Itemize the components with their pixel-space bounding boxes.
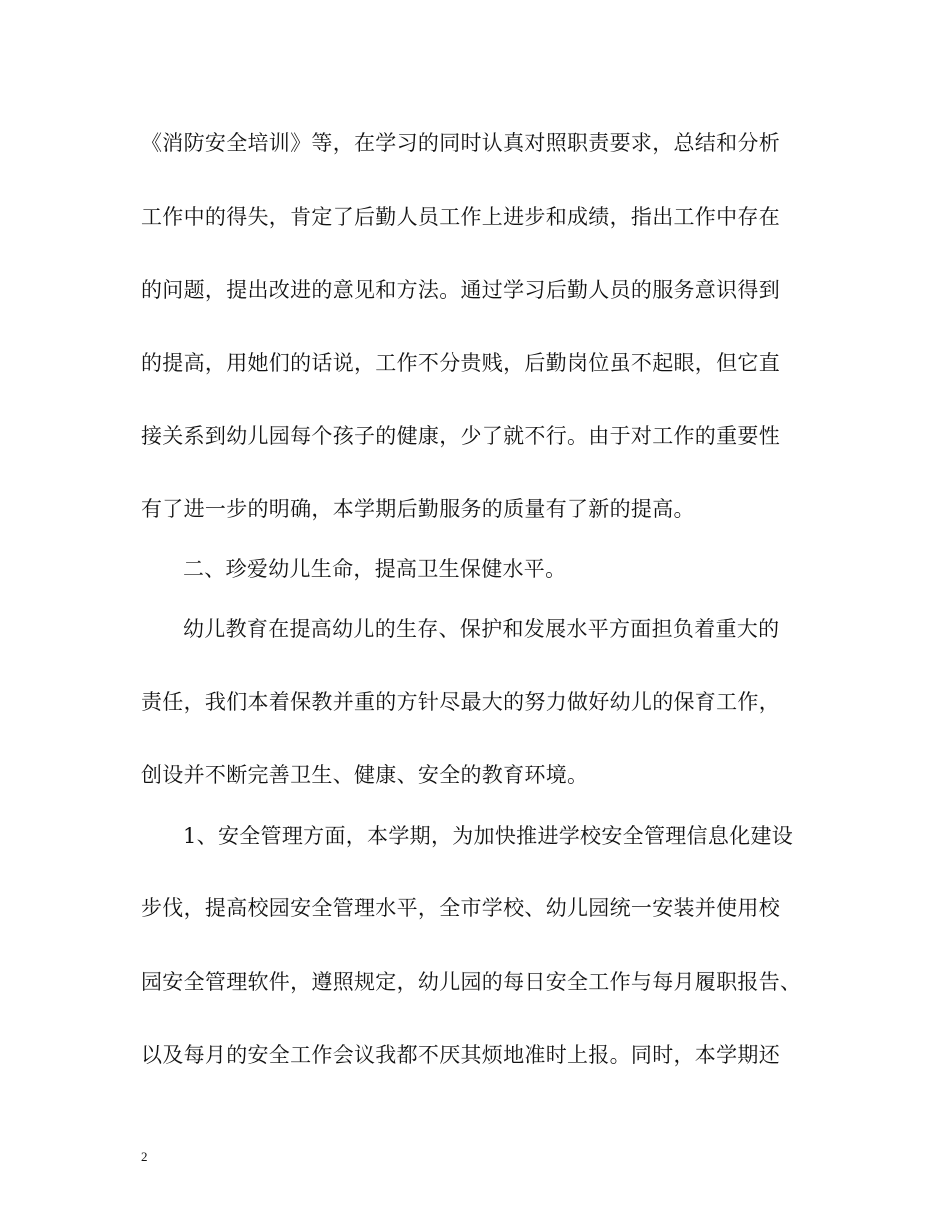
text-line-5: 接关系到幼儿园每个孩子的健康，少了就不行。由于对工作的重要性 bbox=[141, 424, 780, 448]
text-line-1: 《消防安全培训》等，在学习的同时认真对照职责要求，总结和分析 bbox=[141, 131, 780, 155]
text-line-13: 园安全管理软件，遵照规定，幼儿园的每日安全工作与每月履职报告、 bbox=[141, 970, 802, 994]
text-line-14: 以及每月的安全工作会议我都不厌其烦地准时上报。同时，本学期还 bbox=[141, 1043, 780, 1067]
text-line-6: 有了进一步的明确，本学期后勤服务的质量有了新的提高。 bbox=[141, 497, 695, 521]
section-heading: 二、珍爱幼儿生命，提高卫生保健水平。 bbox=[183, 557, 567, 581]
text-line-2: 工作中的得失，肯定了后勤人员工作上进步和成绩，指出工作中存在 bbox=[141, 205, 780, 229]
text-line-3: 的问题，提出改进的意见和方法。通过学习后勤人员的服务意识得到 bbox=[141, 278, 780, 302]
text-line-12: 步伐，提高校园安全管理水平，全市学校、幼儿园统一安装并使用校 bbox=[141, 896, 780, 920]
text-line-8: 幼儿教育在提高幼儿的生存、保护和发展水平方面担负着重大的 bbox=[183, 617, 780, 641]
text-line-11: 1、安全管理方面，本学期，为加快推进学校安全管理信息化建设 bbox=[183, 824, 794, 848]
text-line-10: 创设并不断完善卫生、健康、安全的教育环境。 bbox=[141, 763, 589, 787]
text-line-9: 责任，我们本着保教并重的方针尽最大的努力做好幼儿的保育工作， bbox=[141, 690, 780, 714]
page-number: 2 bbox=[141, 1149, 148, 1164]
text-line-4: 的提高，用她们的话说，工作不分贵贱，后勤岗位虽不起眼，但它直 bbox=[141, 351, 780, 375]
